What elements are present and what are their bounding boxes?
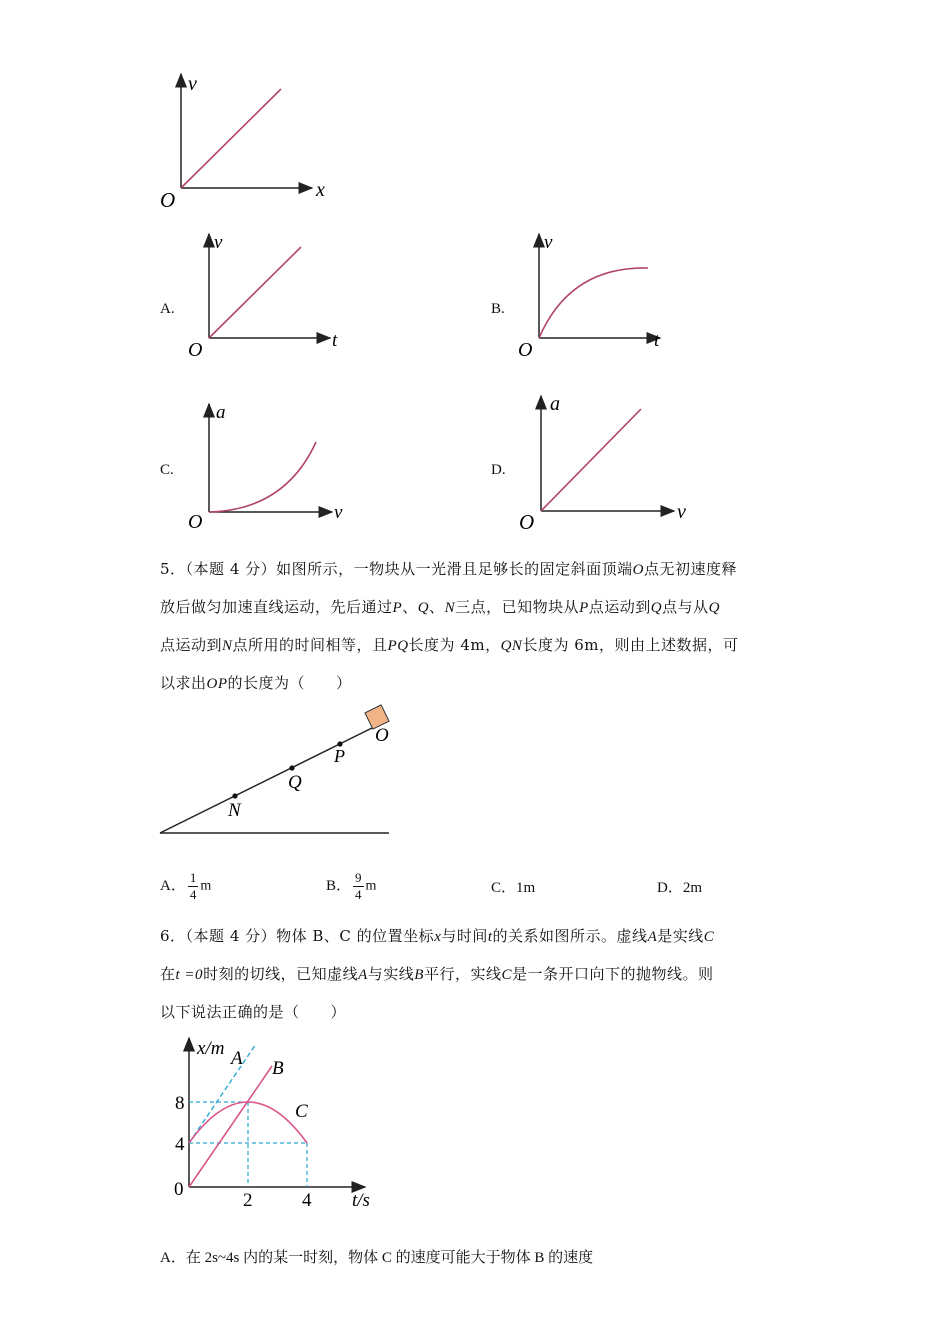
fraction: $\frac{1}{4}$ xyxy=(189,870,197,903)
label-c: C xyxy=(295,1101,308,1122)
y-tick-8: 8 xyxy=(175,1093,185,1114)
label-b: B xyxy=(272,1058,284,1079)
q5-option-a[interactable]: A． $\frac{1}{4}$ m xyxy=(160,870,212,903)
x-axis-label: t xyxy=(654,330,660,351)
origin-label: O xyxy=(519,510,535,534)
q4-option-b-label[interactable]: B. xyxy=(491,301,505,317)
q6-x-t-chart xyxy=(160,1030,390,1215)
fraction: $\frac{9}{4}$ xyxy=(355,870,362,903)
q4-option-c-graph[interactable] xyxy=(180,396,360,536)
label-q: Q xyxy=(288,772,302,793)
q5-question-text: 5．（本题 4 分）如图所示，一物块从一光滑且足够长的固定斜面顶端O点无初速度释 放后做匀加速直线运动，先后通过P、Q、N三点，已知物块从P点运动到Q点与从Q 点运动到N点所用的时间相等，且PQ长度为 4m，QN长度为 6m，则由上述数据，可 以求出OP的长度为（ ） xyxy=(160,560,739,692)
q4-option-a-graph[interactable] xyxy=(180,228,360,363)
origin-label: O xyxy=(518,339,533,361)
q5-option-b[interactable]: B． $\frac{9}{4}$ m xyxy=(326,870,377,903)
q4-option-a-label[interactable]: A. xyxy=(160,301,175,317)
label-o: O xyxy=(375,725,389,746)
y-tick-4: 4 xyxy=(175,1134,185,1155)
label-a: A xyxy=(231,1048,243,1069)
y-axis-label: v xyxy=(544,232,553,253)
x-tick-2: 2 xyxy=(243,1190,253,1211)
label-n: N xyxy=(228,800,241,821)
q4-option-d-label[interactable]: D. xyxy=(491,462,506,478)
y-axis-label: v xyxy=(188,73,197,95)
q4-option-b-graph[interactable] xyxy=(510,228,690,363)
q5-incline-diagram xyxy=(155,700,400,840)
question-number: 5． xyxy=(160,560,186,578)
y-axis-label: x/m xyxy=(197,1038,225,1059)
q6-question-text: 6．（本题 4 分）物体 B、C 的位置坐标x与时间t的关系如图所示。虚线A是实线C 在t =0时刻的切线，已知虚线A与实线B平行，实线C是一条开口向下的抛物线。则 以下说法正确的是（ ） xyxy=(160,927,715,1021)
origin-label: O xyxy=(160,188,176,212)
x-axis-label: v xyxy=(677,501,686,523)
x-axis-label: t xyxy=(332,330,338,351)
q4-main-graph xyxy=(150,68,340,218)
label-p: P xyxy=(334,746,345,766)
a-v-line xyxy=(541,409,641,511)
y-axis-label: a xyxy=(550,393,560,415)
incline-line xyxy=(160,726,376,833)
curve-c xyxy=(189,1102,307,1143)
question-number: 6． xyxy=(160,927,186,945)
point-q xyxy=(289,765,294,770)
q6-option-a[interactable]: A．在 2s~4s 内的某一时刻，物体 C 的速度可能大于物体 B 的速度 xyxy=(160,1250,594,1266)
v-t-line xyxy=(209,247,301,338)
q5-option-d[interactable]: D．2m xyxy=(657,880,703,896)
x-axis-label: t/s xyxy=(352,1190,370,1211)
q5-option-c[interactable]: C．1m xyxy=(491,880,536,896)
origin-label: O xyxy=(188,339,203,361)
origin-label: 0 xyxy=(174,1179,184,1200)
y-axis-label: a xyxy=(216,402,226,423)
origin-label: O xyxy=(188,511,203,533)
x-axis-label: x xyxy=(316,179,325,201)
question-score: （本题 4 分） xyxy=(185,560,277,578)
y-axis-label: v xyxy=(214,232,223,253)
a-v-curve xyxy=(209,442,316,512)
q4-option-d-graph[interactable] xyxy=(510,390,700,535)
v-t-curve xyxy=(539,268,648,338)
x-axis-label: v xyxy=(334,502,343,523)
q4-option-c-label[interactable]: C. xyxy=(160,462,174,478)
v-x-line xyxy=(181,89,281,188)
x-tick-4: 4 xyxy=(302,1190,312,1211)
point-n xyxy=(232,793,237,798)
question-score: （本题 4 分） xyxy=(185,927,277,945)
